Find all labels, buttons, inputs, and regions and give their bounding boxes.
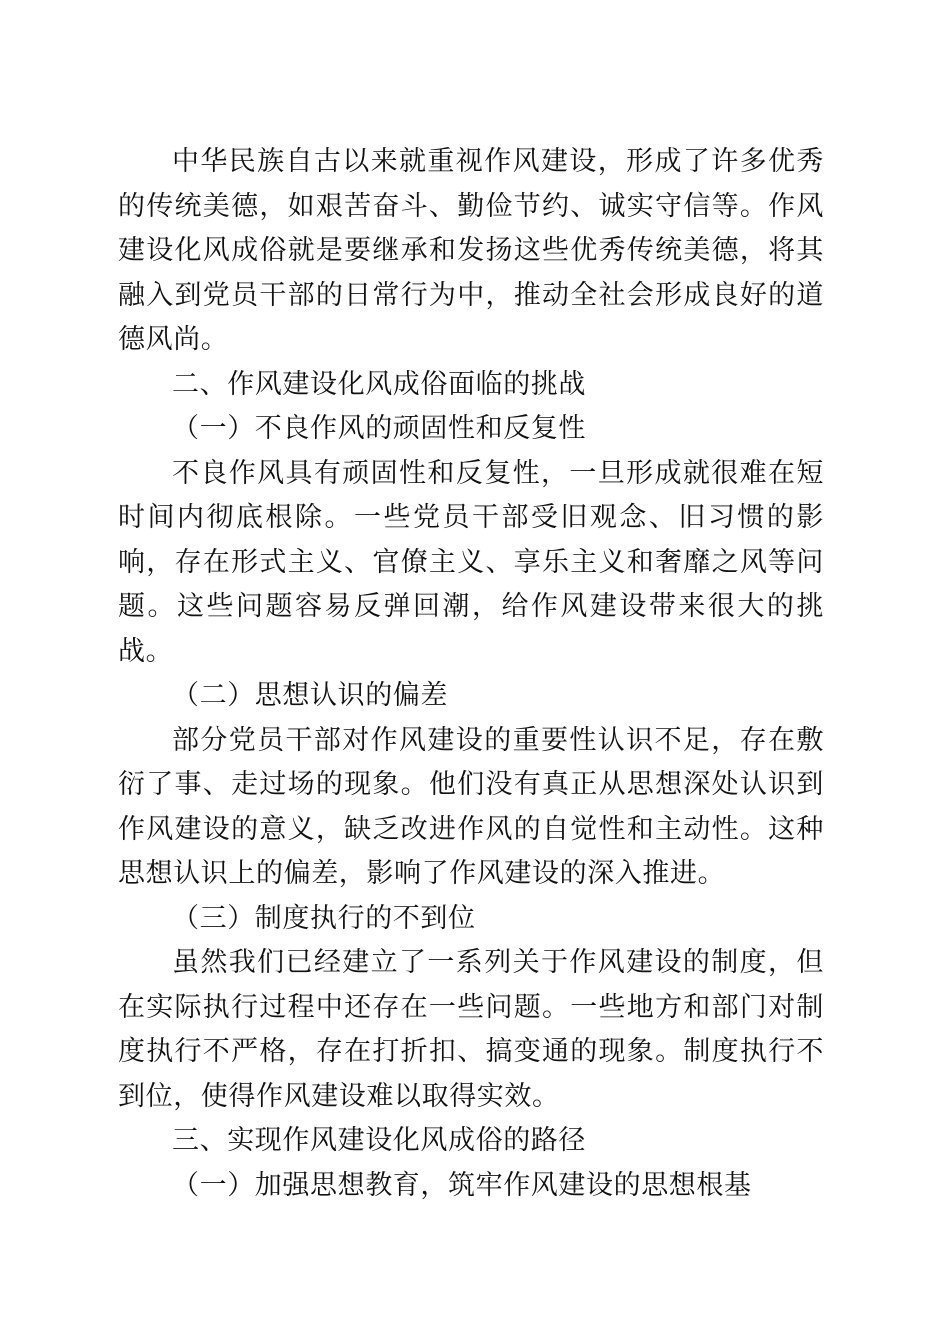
paragraph-traditional-virtues: 中华民族自古以来就重视作风建设，形成了许多优秀的传统美德，如艰苦奋斗、勤俭节约、诚实守信等。作风建设化风成俗就是要继承和发扬这些优秀传统美德，将其融入到党员干部的日常行为中，推动全社会形成良好的道德风尚。 bbox=[118, 146, 824, 355]
paragraph-ideological-deviation: 部分党员干部对作风建设的重要性认识不足，存在敷衍了事、走过场的现象。他们没有真正从思想深处认识到作风建设的意义，缺乏改进作风的自觉性和主动性。这种思想认识上的偏差，影响了作风建设的深入推进。 bbox=[118, 724, 824, 889]
section-heading-paths: 三、实现作风建设化风成俗的路径 bbox=[172, 1125, 586, 1156]
document-body bbox=[118, 140, 824, 1208]
subheading-bad-style-persistence: （一）不良作风的顽固性和反复性 bbox=[172, 413, 586, 444]
subheading-ideological-education: （一）加强思想教育，筑牢作风建设的思想根基 bbox=[172, 1169, 752, 1201]
section-heading-challenges: 二、作风建设化风成俗面临的挑战 bbox=[172, 368, 586, 400]
subheading-system-enforcement: （三）制度执行的不到位 bbox=[172, 902, 476, 934]
paragraph-bad-style-persistence: 不良作风具有顽固性和反复性，一旦形成就很难在短时间内彻底根除。一些党员干部受旧观念、旧习惯的影响，存在形式主义、官僚主义、享乐主义和奢靡之风等问题。这些问题容易反弹回潮，给作风建设带来很大的挑战。 bbox=[118, 457, 824, 667]
paragraph-system-enforcement: 虽然我们已经建立了一系列关于作风建设的制度，但在实际执行过程中还存在一些问题。一些地方和部门对制度执行不严格，存在打折扣、搞变通的现象。制度执行不到位，使得作风建设难以取得实效。 bbox=[118, 947, 824, 1112]
subheading-ideological-deviation: （二）思想认识的偏差 bbox=[172, 680, 448, 711]
